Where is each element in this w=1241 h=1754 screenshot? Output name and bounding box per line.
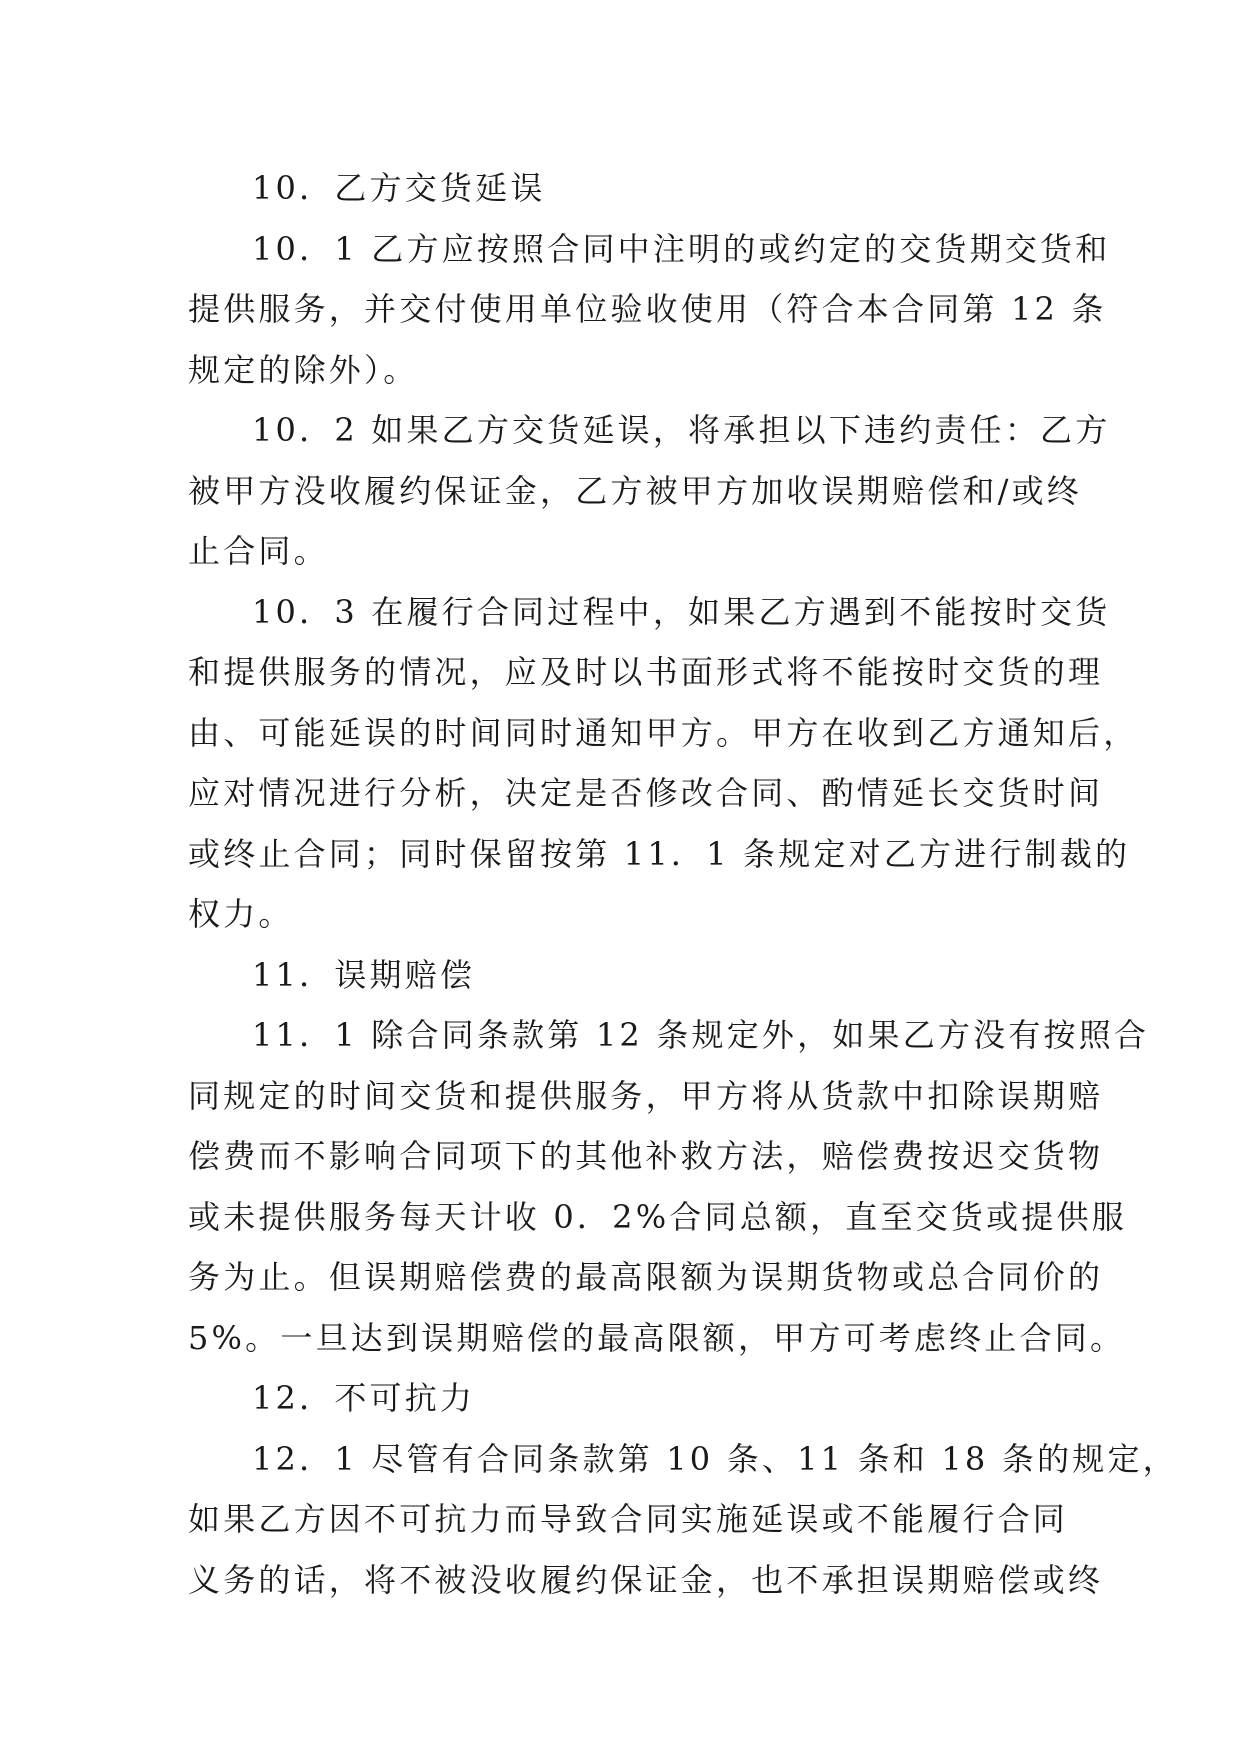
- clause-12-1-line: 义务的话，将不被没收履约保证金，也不承担误期赔偿或终: [188, 1560, 1104, 1599]
- document-body: [188, 158, 1178, 1610]
- section-heading-12: 12．不可抗力: [252, 1379, 476, 1417]
- clause-10-2-line: 被甲方没收履约保证金，乙方被甲方加收误期赔偿和/或终: [188, 471, 1082, 510]
- clause-10-2-line: 10．2 如果乙方交货延误，将承担以下违约责任：乙方: [252, 411, 1111, 449]
- clause-10-3-line: 由、可能延误的时间同时通知甲方。甲方在收到乙方通知后，: [188, 713, 1139, 752]
- clause-11-1-line: 务为止。但误期赔偿费的最高限额为误期货物或总合同价的: [188, 1258, 1104, 1296]
- clause-11-1-line: 偿费而不影响合同项下的其他补救方法，赔偿费按迟交货物: [188, 1137, 1104, 1175]
- clause-12-1-line: 如果乙方因不可抗力而导致合同实施延误或不能履行合同: [188, 1500, 1069, 1538]
- clause-11-1-line: 或未提供服务每天计收 0．2%合同总额，直至交货或提供服: [188, 1197, 1127, 1236]
- clause-11-1-line: 11．1 除合同条款第 12 条规定外，如果乙方没有按照合: [252, 1016, 1150, 1054]
- section-heading-10: 10．乙方交货延误: [252, 169, 546, 207]
- clause-11-1-line: 同规定的时间交货和提供服务，甲方将从货款中扣除误期赔: [188, 1076, 1104, 1115]
- clause-11-1-line: 5%。一旦达到误期赔偿的最高限额，甲方可考虑终止合同。: [188, 1318, 1126, 1357]
- clause-10-1-line: 10．1 乙方应按照合同中注明的或约定的交货期交货和: [252, 229, 1111, 268]
- clause-10-2-line: 止合同。: [188, 532, 329, 570]
- clause-10-1-line: 提供服务，并交付使用单位验收使用（符合本合同第 12 条: [188, 290, 1107, 328]
- section-heading-11: 11．误期赔偿: [252, 955, 476, 994]
- clause-10-3-line: 10．3 在履行合同过程中，如果乙方遇到不能按时交货: [252, 592, 1111, 631]
- clause-10-3-line: 应对情况进行分析，决定是否修改合同、酌情延长交货时间: [188, 774, 1104, 812]
- clause-12-1-line: 12．1 尽管有合同条款第 10 条、11 条和 18 条的规定，: [252, 1439, 1178, 1478]
- clause-10-3-line: 权力。: [188, 895, 294, 933]
- clause-10-3-line: 或终止合同；同时保留按第 11．1 条规定对乙方进行制裁的: [188, 834, 1131, 873]
- clause-10-1-line: 规定的除外）。: [188, 350, 419, 389]
- clause-10-3-line: 和提供服务的情况，应及时以书面形式将不能按时交货的理: [188, 653, 1104, 691]
